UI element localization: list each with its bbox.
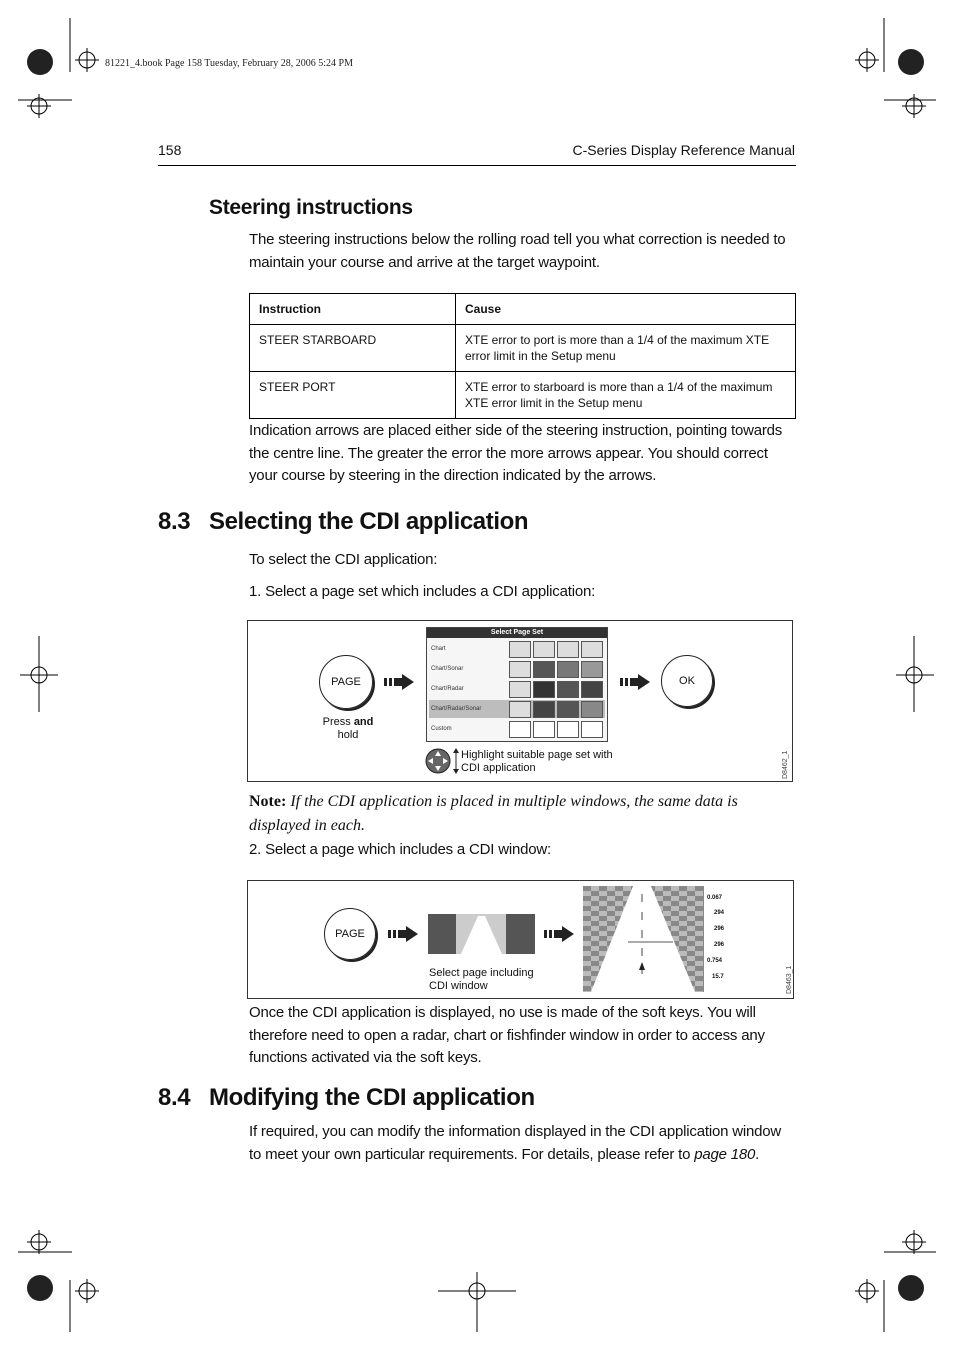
select-page-caption <box>429 967 569 993</box>
select-page-set-screen <box>426 627 608 742</box>
section-number: 8.3 <box>158 508 191 535</box>
screen-title: Select Page Set <box>427 628 607 638</box>
modify-text: If required, you can modify the information displayed in the CDI application window to meet your own particular requirements. For details, please refer to <box>249 1123 782 1163</box>
figure-code: D8463_1 <box>786 965 793 994</box>
step-1: 1. Select a page set which includes a CDI application: <box>249 583 596 600</box>
table-header-cell: Cause <box>456 294 796 325</box>
panel-value: 294 <box>714 910 725 916</box>
hold-word: hold <box>337 729 359 741</box>
panel-value: 15.7 <box>712 974 724 980</box>
cdi-intro: To select the CDI application: <box>249 551 438 568</box>
figure-select-page-set <box>247 620 793 782</box>
table-cell: XTE error to port is more than a 1/4 of the maximum XTE error limit in the Setup menu <box>456 325 796 372</box>
row-label: Custom <box>431 726 452 732</box>
header-rule <box>158 165 796 166</box>
caption-line: Select page including <box>429 967 534 979</box>
figure-code: D8462_1 <box>782 750 789 779</box>
running-header-title: C-Series Display Reference Manual <box>572 142 795 158</box>
page-number: 158 <box>158 142 182 158</box>
table-row <box>250 325 796 372</box>
section-number: 8.4 <box>158 1084 191 1111</box>
arrow-right-icon <box>384 674 414 690</box>
step-2: 2. Select a page which includes a CDI window: <box>249 841 552 858</box>
page-set-row[interactable] <box>429 640 605 658</box>
caption-line: CDI window <box>429 980 488 992</box>
panel-value: 296 <box>714 926 725 932</box>
section-8-4-heading <box>158 1084 535 1112</box>
note-label: Note: <box>249 793 287 810</box>
soft-keys-paragraph: Once the CDI application is displayed, no use is made of the soft keys. You will therefore need to open a radar, chart or fishfinder window in order to access any functions activated via the soft keys. <box>249 1004 765 1066</box>
caption-line: Highlight suitable page set with <box>461 749 613 761</box>
table-cell: STEER PORT <box>250 372 456 419</box>
highlight-caption <box>461 749 641 775</box>
section-8-3-heading <box>158 508 528 536</box>
panel-value: 0.067 <box>707 895 723 901</box>
caption-line: CDI application <box>461 762 536 774</box>
table-row <box>250 372 796 419</box>
ok-button[interactable]: OK <box>661 655 713 707</box>
cdi-thumbnail <box>428 914 535 954</box>
trackpad-icon <box>425 748 465 776</box>
panel-value: 296 <box>714 942 725 948</box>
steering-intro: The steering instructions below the rolling road tell you what correction is needed to maintain your course and arrive at the target waypoint. <box>249 231 786 271</box>
page-set-row-highlighted[interactable] <box>429 700 605 718</box>
rolling-road-display <box>583 886 703 992</box>
press-hold-caption <box>318 716 378 742</box>
modify-text-end: . <box>755 1145 760 1163</box>
steering-heading: Steering instructions <box>209 196 413 219</box>
table-header-row <box>250 294 796 325</box>
page-set-row[interactable] <box>429 720 605 738</box>
page-set-row[interactable] <box>429 660 605 678</box>
note-text: If the CDI application is placed in multiple windows, the same data is displayed in each. <box>249 793 738 834</box>
table-cell: STEER STARBOARD <box>250 325 456 372</box>
page-button[interactable]: PAGE <box>319 655 373 709</box>
section-title: Selecting the CDI application <box>209 508 529 535</box>
table-cell: XTE error to starboard is more than a 1/4 of the maximum XTE error limit in the Setup menu <box>456 372 796 419</box>
note-paragraph <box>249 790 797 838</box>
data-panel <box>703 886 737 992</box>
and-word: and <box>353 716 374 728</box>
steering-table <box>249 293 796 419</box>
arrow-right-icon <box>388 926 418 942</box>
row-label: Chart/Sonar <box>431 666 464 672</box>
arrow-right-icon <box>620 674 650 690</box>
page-set-row[interactable] <box>429 680 605 698</box>
modify-paragraph <box>249 1121 797 1166</box>
panel-value: 0.754 <box>707 958 723 964</box>
page-button[interactable]: PAGE <box>324 908 376 960</box>
book-info-line: 81221_4.book Page 158 Tuesday, February 28, 2006 5:24 PM <box>105 58 353 69</box>
table-header-cell: Instruction <box>250 294 456 325</box>
row-label: Chart/Radar/Sonar <box>431 706 482 712</box>
section-title: Modifying the CDI application <box>209 1084 535 1111</box>
figure-select-cdi-page <box>247 880 794 999</box>
row-label: Chart <box>431 646 446 652</box>
row-label: Chart/Radar <box>431 686 464 692</box>
arrows-paragraph: Indication arrows are placed either side of the steering instruction, pointing towards the centre line. The greater the error the more arrows appear. You should correct your course by steering in the direction indicated by the arrows. <box>249 422 783 484</box>
press-word: Press <box>322 716 351 728</box>
page-reference-link[interactable]: page 180 <box>694 1145 756 1163</box>
arrow-right-icon <box>544 926 574 942</box>
